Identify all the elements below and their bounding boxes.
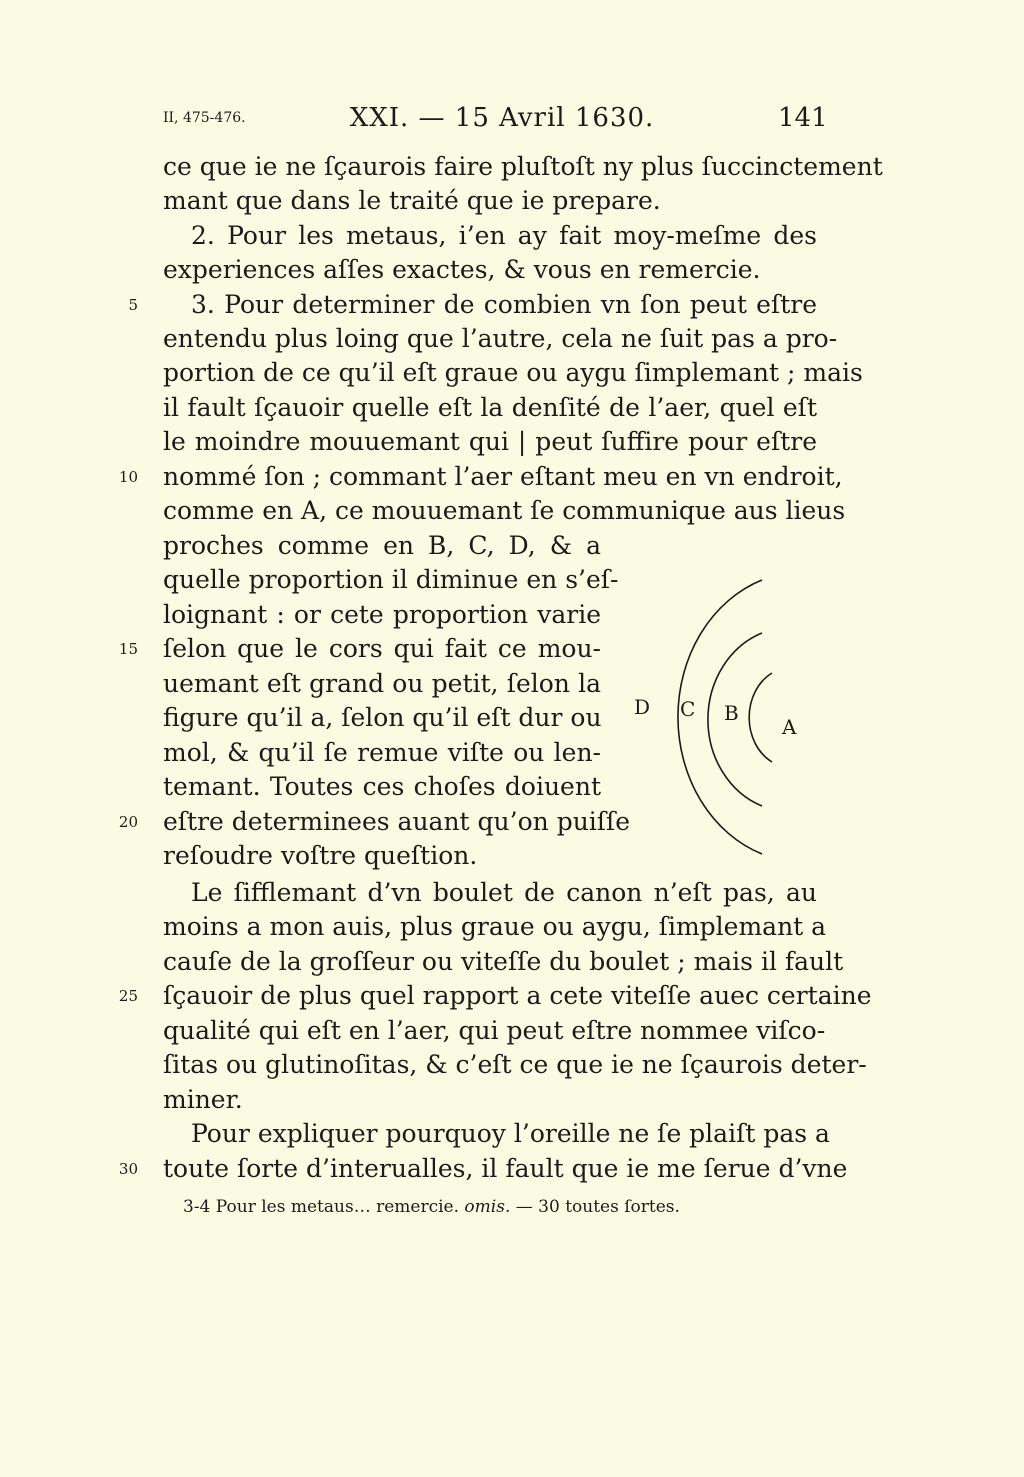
- text-line: Le ſifflemant d’vn boulet de canon n’eſt pas, au: [191, 878, 817, 907]
- line-number: 10: [118, 468, 138, 486]
- text-line: portion de ce qu’il eſt graue ou aygu ſimplemant ; mais: [163, 358, 863, 387]
- text-line: experiences aſſes exactes, & vous en remercie.: [163, 255, 761, 284]
- text-line: reſoudre voſtre queſtion.: [163, 841, 478, 870]
- line-number: 15: [118, 640, 138, 658]
- text-line: cauſe de la groſſeur ou viteſſe du boulet ; mais il fault: [163, 947, 844, 976]
- label-a: A: [782, 715, 797, 739]
- text-line: comme en A, ce mouuemant ſe communique aus lieus: [163, 496, 846, 525]
- text-line: temant. Toutes ces choſes doiuent: [163, 772, 601, 801]
- text-line: 2. Pour les metaus, i’en ay fait moy-meſme des: [191, 221, 817, 250]
- text-line: uemant eſt grand ou petit, ſelon la: [163, 669, 601, 698]
- line-number: 25: [118, 987, 138, 1005]
- footnote-text: 3-4 Pour les metaus… remercie.: [183, 1197, 460, 1217]
- arc-b: [749, 673, 772, 762]
- text-line: mol, & qu’il ſe remue viſte ou len-: [163, 738, 601, 767]
- text-line: nommé ſon ; commant l’aer eſtant meu en vn endroit,: [163, 462, 843, 491]
- text-line: entendu plus loing que l’autre, cela ne ſuit pas a pro-: [163, 324, 838, 353]
- text-line: figure qu’il a, ſelon qu’il eſt dur ou: [163, 703, 602, 732]
- text-line: quelle proportion il diminue en s’eſ-: [163, 565, 619, 594]
- text-line: ſitas ou glutinoſitas, & c’eſt ce que ie ne ſçaurois deter-: [163, 1050, 867, 1079]
- text-line: qualité qui eſt en l’aer, qui peut eſtre nommee viſco-: [163, 1016, 826, 1045]
- text-line: eſtre determinees auant qu’on puiſſe: [163, 807, 631, 836]
- text-line: il fault ſçauoir quelle eſt la denſité de l’aer, quel eſt: [163, 393, 817, 422]
- text-line: 3. Pour determiner de combien vn ſon peut eſtre: [191, 290, 817, 319]
- text-line: miner.: [163, 1085, 243, 1114]
- text-line: Pour expliquer pourquoy l’oreille ne ſe plaiſt pas a: [191, 1119, 830, 1148]
- footnote: [183, 1193, 823, 1221]
- text-line: ſçauoir de plus quel rapport a cete viteſſe auec certaine: [163, 981, 872, 1010]
- header-title: XXI. — 15 Avril 1630.: [349, 103, 655, 133]
- text-line: moins a mon auis, plus graue ou aygu, ſimplemant a: [163, 912, 827, 941]
- text-line: ſelon que le cors qui fait ce mou-: [163, 634, 601, 663]
- page-number: 141: [778, 103, 828, 133]
- text-line: mant que dans le traité que ie prepare.: [163, 186, 661, 215]
- header-reference: II, 475-476.: [163, 110, 246, 126]
- label-d: D: [634, 695, 651, 719]
- text-line: toute ſorte d’interualles, il fault que ie me ſerue d’vne: [163, 1154, 848, 1183]
- label-b: B: [724, 701, 739, 725]
- text-line: ce que ie ne ſçaurois faire pluſtoſt ny plus ſuccinctement: [163, 152, 883, 181]
- text-line: proches comme en B, C, D, & a: [163, 531, 601, 560]
- sound-propagation-diagram: [612, 548, 827, 878]
- line-number: 20: [118, 813, 138, 831]
- footnote-omis: omis.: [464, 1197, 511, 1217]
- text-line: loignant : or cete proportion varie: [163, 600, 601, 629]
- label-c: C: [680, 697, 696, 721]
- line-number: 5: [128, 296, 138, 314]
- line-number: 30: [118, 1160, 138, 1178]
- text-line: le moindre mouuemant qui | peut ſuffire pour eſtre: [163, 427, 817, 456]
- footnote-rest: — 30 toutes ſortes.: [515, 1197, 680, 1217]
